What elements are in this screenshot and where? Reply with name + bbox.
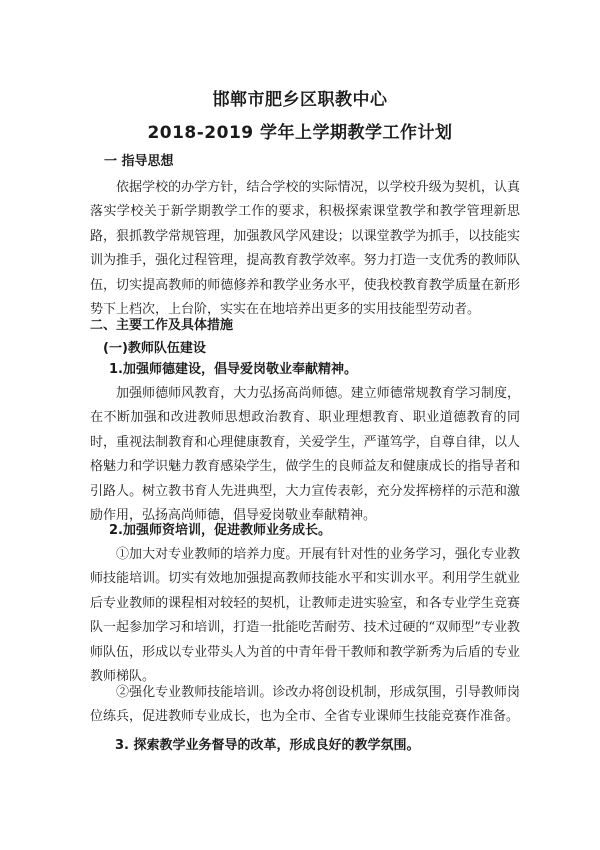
paragraph-training-1: ①加大对专业教师的培养力度。开展有针对性的业务学习，强化专业教师技能培训。切实有效地加强提高教师技能水平和实训水平。利用学生就业后专业教师的课程相对较轻的契机，让教师走进实验室，和各专业学生竞赛队一起参加学习和培训，打造一批能吃苦耐劳、技术过硬的“双师型”专业教师队伍，形成以专业带头人为首的中青年骨干教师和教学新秀为后盾的专业教师梯队。	[90, 547, 520, 685]
item-heading-training: 2.加强师资培训，促进教师业务成长。	[109, 523, 331, 538]
paragraph-training-2: ②强化专业教师技能培训。诊改办将创设机制，形成氛围，引导教师岗位练兵，促进教师专业成长，也为全市、全省专业课师生技能竞赛作准备。	[90, 685, 520, 725]
document-title: 邯郸市肥乡区职教中心	[212, 90, 388, 110]
section-heading-main-work: 二、主要工作及具体措施	[90, 318, 234, 333]
paragraph-guiding-ideology: 依据学校的办学方针，结合学校的实际情况，以学校升级为契机，认真落实学校关于新学期教学工作的要求，积极探索课堂教学和教学管理新思路，狠抓教学常规管理，加强教风学风建设；以课堂教学为抓手，以技能实训为推手，强化过程管理，提高教育教学效率。努力打造一支优秀的教师队伍，切实提高教师的师德修养和教学业务水平，使我校教育教学质量在新形势下上档次，上台阶，实实在在地培养出更多的实用技能型劳动者。	[90, 180, 520, 318]
item-heading-ethics: 1.加强师德建设，倡导爱岗敬业奉献精神。	[109, 362, 357, 377]
section-heading-guiding-ideology: 一 指导思想	[104, 154, 174, 169]
paragraph-ethics: 加强师德师风教育，大力弘扬高尚师德。建立师德常规教育学习制度，在不断加强和改进教师思想政治教育、职业理想教育、职业道德教育的同时，重视法制教育和心理健康教育，关爱学生，严谨笃学，自尊自律，以人格魅力和学识魅力教育感染学生，做学生的良师益友和健康成长的指导者和引路人。树立教书育人先进典型，大力宣传表彰，充分发挥榜样的示范和激励作用，弘扬高尚师德，倡导爱岗敬业奉献精神。	[90, 386, 520, 524]
document-subtitle: 2018-2019 学年上学期教学工作计划	[147, 123, 453, 143]
item-heading-supervision: 3. 探索教学业务督导的改革，形成良好的教学氛围。	[115, 738, 420, 753]
subsection-heading-teacher-team: (一)教师队伍建设	[103, 341, 206, 356]
